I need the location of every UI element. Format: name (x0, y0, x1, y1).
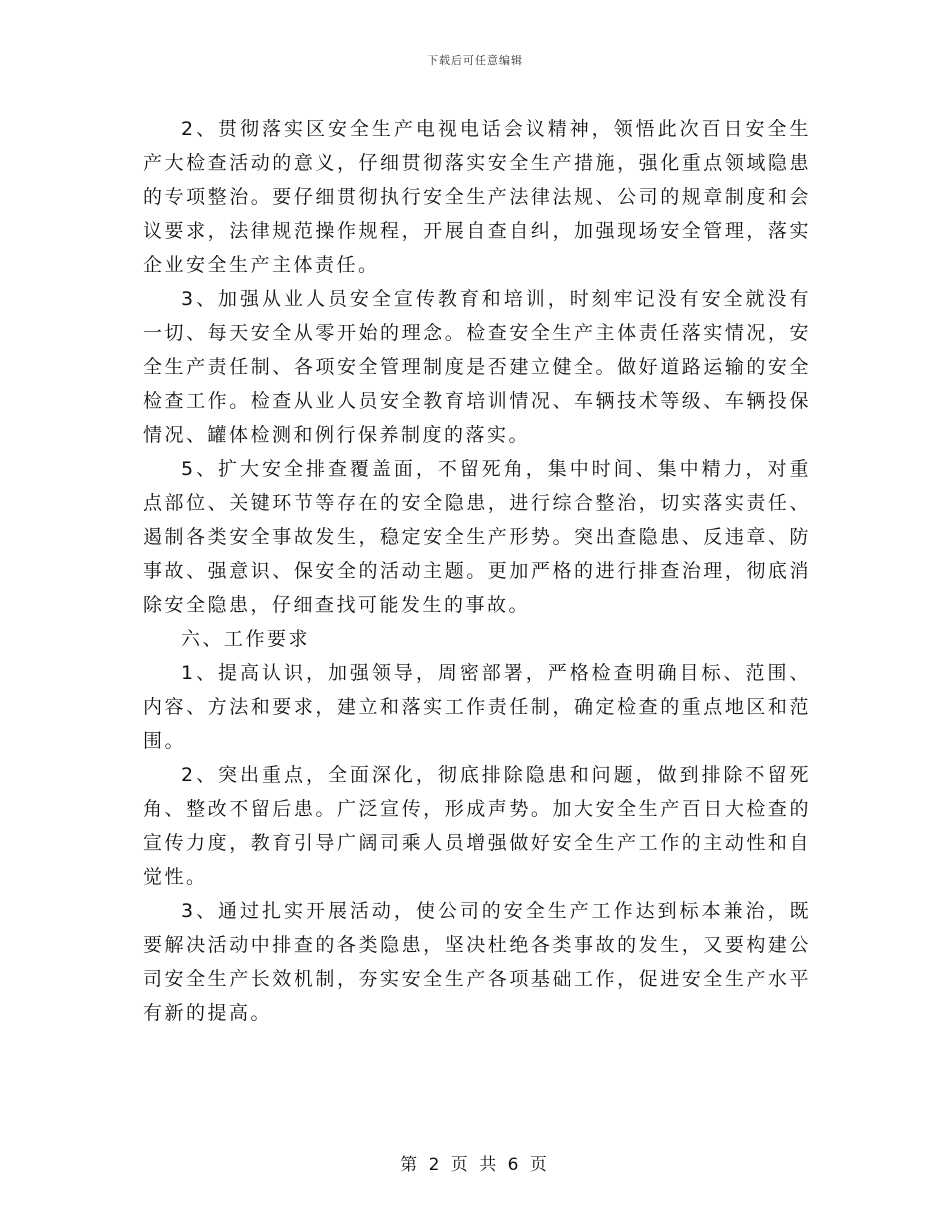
page-number-footer: 第 2 页 共 6 页 (400, 1155, 550, 1175)
requirement-item-2: 2、突出重点，全面深化，彻底排除隐患和问题，做到排除不留死角、整改不留后患。广泛宣传，形成声势。加大安全生产百日大检查的宣传力度，教育引导广阔司乘人员增强做好安全生产工作的主动性和自觉性。 (143, 764, 811, 888)
page-header: 下载后可任意编辑 (427, 54, 523, 67)
requirement-item-1: 1、提高认识，加强领导，周密部署，严格检查明确目标、范围、内容、方法和要求，建立和落实工作责任制，确定检查的重点地区和范围。 (143, 662, 811, 752)
section-heading-work-requirements: 六、工作要求 (181, 628, 311, 650)
document-body (143, 112, 811, 1030)
paragraph-item-5: 5、扩大安全排查覆盖面，不留死角，集中时间、集中精力，对重点部位、关键环节等存在的安全隐患，进行综合整治，切实落实责任、遏制各类安全事故发生，稳定安全生产形势。突出查隐患、反违章、防事故、强意识、保安全的活动主题。更加严格的进行排查治理，彻底消除安全隐患，仔细查找可能发生的事故。 (143, 458, 811, 616)
paragraph-item-2: 2、贯彻落实区安全生产电视电话会议精神，领悟此次百日安全生产大检查活动的意义，仔细贯彻落实安全生产措施，强化重点领域隐患的专项整治。要仔细贯彻执行安全生产法律法规、公司的规章制度和会议要求，法律规范操作规程，开展自查自纠，加强现场安全管理，落实企业安全生产主体责任。 (143, 118, 811, 276)
paragraph-item-3: 3、加强从业人员安全宣传教育和培训，时刻牢记没有安全就没有一切、每天安全从零开始的理念。检查安全生产主体责任落实情况，安全生产责任制、各项安全管理制度是否建立健全。做好道路运输的安全检查工作。检查从业人员安全教育培训情况、车辆技术等级、车辆投保情况、罐体检测和例行保养制度的落实。 (143, 288, 811, 446)
requirement-item-3: 3、通过扎实开展活动，使公司的安全生产工作达到标本兼治，既要解决活动中排查的各类隐患，坚决杜绝各类事故的发生，又要构建公司安全生产长效机制，夯实安全生产各项基础工作，促进安全生产水平有新的提高。 (143, 900, 811, 1024)
